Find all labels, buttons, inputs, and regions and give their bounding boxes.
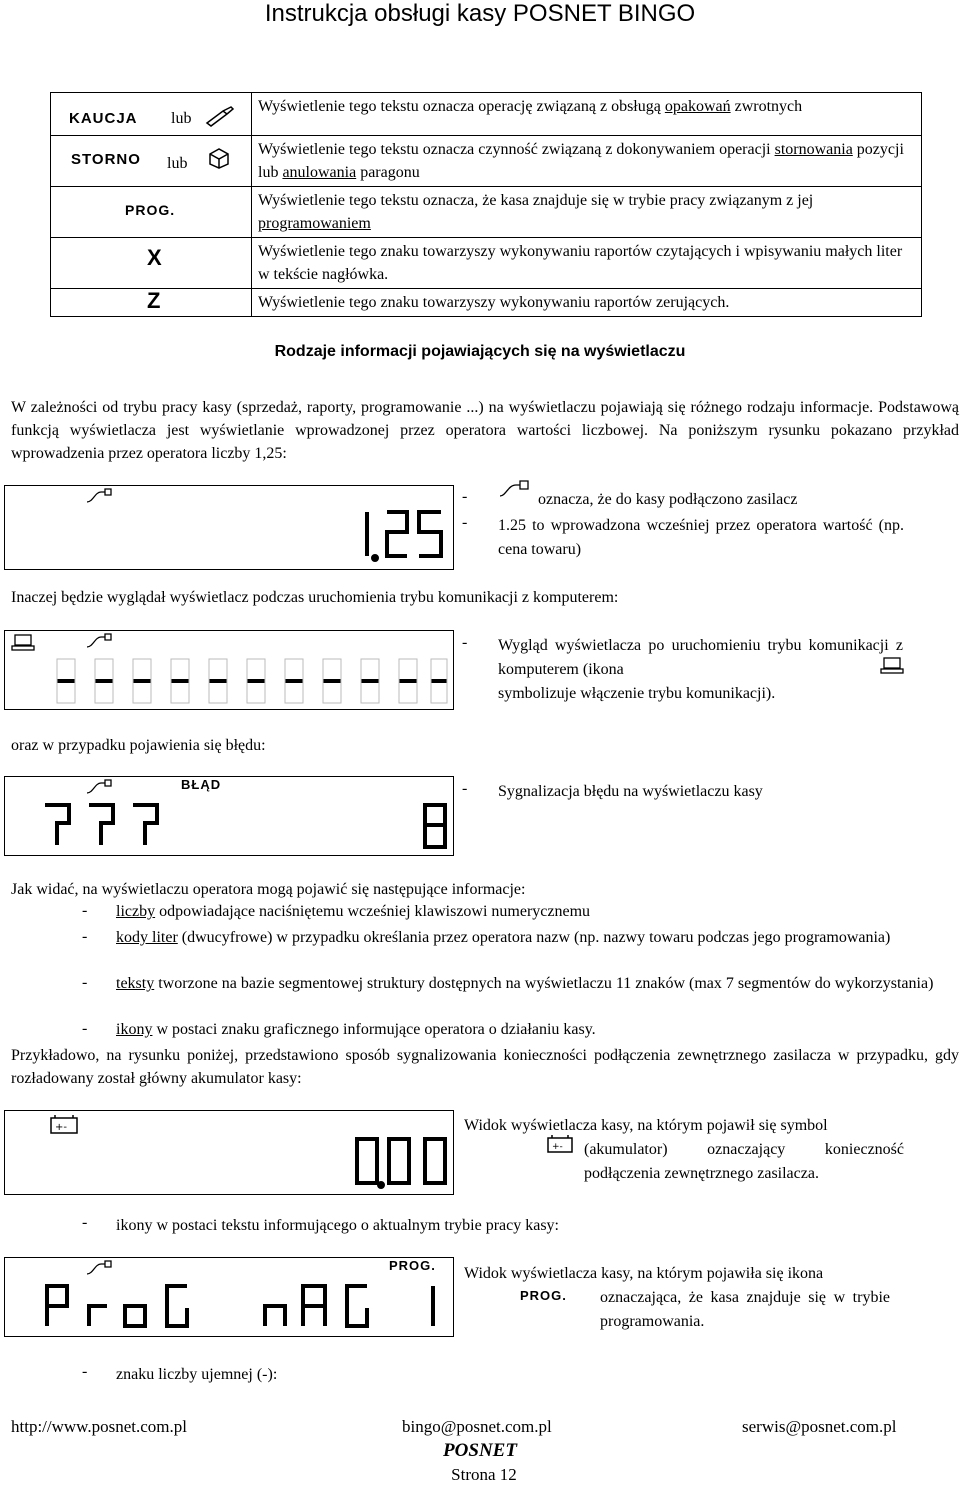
display-programming <box>4 1257 454 1337</box>
display2-note-a: Wygląd wyświetlacza po uruchomieniu trybu komunikacji z komputerem (ikona <box>498 637 903 678</box>
prog-label: PROG. <box>125 202 176 218</box>
svg-text:+-: +- <box>55 1122 67 1133</box>
legend-description: Wyświetlenie tego tekstu oznacza operację związaną z obsługą opakowań zwrotnych <box>252 93 922 136</box>
list-item: ikony w postaci znaku graficznego informujące operatora o działaniu kasy. <box>116 1021 596 1038</box>
digit-eight-display <box>419 797 451 853</box>
table-row <box>51 289 922 317</box>
svg-text:1.25: 1.25 <box>345 504 347 505</box>
table-row <box>51 238 922 289</box>
question-marks-display <box>35 797 175 853</box>
legend-description: Wyświetlenie tego znaku towarzyszy wykonywaniu raportów zerujących. <box>252 289 922 317</box>
legend-description: Wyświetlenie tego znaku towarzyszy wykonywaniu raportów czytających i wpisywaniu małych liter w tekście nagłówka. <box>252 238 922 289</box>
section-title: Rodzaje informacji pojawiających się na wyświetlaczu <box>274 343 686 360</box>
display3-note: Sygnalizacja błędu na wyświetlaczu kasy <box>498 783 763 800</box>
svg-text:8: 8 <box>419 797 420 798</box>
battery-icon <box>49 1113 79 1135</box>
display-example-125 <box>4 485 454 570</box>
bottle-icon <box>203 105 237 127</box>
svg-text:ProG nAG 1: ProG nAG 1 <box>35 1278 41 1279</box>
display-communication-mode <box>4 630 454 710</box>
plug-icon <box>85 488 113 504</box>
digits-display <box>345 504 455 566</box>
prog-indicator: PROG. <box>389 1258 436 1273</box>
dashes-display <box>45 655 450 707</box>
symbol-cell <box>51 136 252 187</box>
display2-note-b: symbolizuje włączenie trybu komunikacji). <box>498 685 776 702</box>
legend-description: Wyświetlenie tego tekstu oznacza, że kasa znajduje się w trybie pracy związanym z jej programowaniem <box>252 187 922 238</box>
error-label: BŁĄD <box>181 777 222 792</box>
paragraph-info-types: Jak widać, na wyświetlaczu operatora mogą pojawić się następujące informacje: <box>11 881 526 898</box>
display4-note-b: (akumulator) oznaczający konieczność podłączenia zewnętrznego zasilacza. <box>584 1141 904 1182</box>
footer-email-serwis[interactable]: serwis@posnet.com.pl <box>742 1417 897 1436</box>
paragraph-battery: Przykładowo, na rysunku poniżej, przedstawiono sposób sygnalizowania konieczności podłączenia zewnętrznego zasilacza w przypadku, gdy rozładowany został główny akumulator kasy: <box>11 1047 959 1087</box>
kaucja-label: KAUCJA <box>69 110 138 127</box>
symbol-legend-table <box>50 92 922 317</box>
table-row <box>51 136 922 187</box>
digits-display <box>349 1133 453 1193</box>
computer-icon <box>880 656 904 674</box>
plug-icon <box>498 480 532 498</box>
battery-icon <box>546 1134 574 1154</box>
table-row <box>51 187 922 238</box>
footer-brand: POSNET <box>443 1440 517 1461</box>
symbol-cell <box>51 289 252 317</box>
list-item-text-icons: ikony w postaci tekstu informującego o aktualnym trybie pracy kasy: <box>116 1217 559 1234</box>
legend-description: Wyświetlenie tego tekstu oznacza czynność związaną z dokonywaniem operacji stornowania pozycji lub anulowania paragonu <box>252 136 922 187</box>
footer-email-bingo[interactable]: bingo@posnet.com.pl <box>402 1417 552 1436</box>
plug-icon <box>85 633 113 649</box>
svg-text:0.00: 0.00 <box>349 1133 351 1134</box>
plug-icon <box>85 779 113 795</box>
page-header-title: Instrukcja obsługi kasy POSNET BINGO <box>264 0 696 27</box>
lub-label: lub <box>167 155 188 172</box>
computer-icon <box>11 633 37 651</box>
paragraph-communication: Inaczej będzie wyglądał wyświetlacz podczas uruchomienia trybu komunikacji z komputerem: <box>11 589 619 606</box>
prog-inline-symbol: PROG. <box>520 1288 567 1303</box>
svg-text:+-: +- <box>552 1142 563 1152</box>
lub-label: lub <box>171 110 192 127</box>
list-item: teksty tworzone na bazie segmentowej struktury dostępnych na wyświetlaczu 11 znaków (max 7 segmentów do wykorzystania) <box>116 975 934 992</box>
display4-note-a: Widok wyświetlacza kasy, na którym pojawił się symbol <box>464 1117 828 1134</box>
svg-text:???: ??? <box>35 797 37 798</box>
storno-box-icon <box>207 146 231 170</box>
display-battery <box>4 1110 454 1195</box>
z-symbol: Z <box>147 288 162 313</box>
display1-note-1: oznacza, że do kasy podłączono zasilacz <box>538 491 798 508</box>
intro-paragraph: W zależności od trybu pracy kasy (sprzedaż, raporty, programowanie ...) na wyświetlaczu pojawiają się różnego rodzaju informacje. Podstawową funkcją wyświetlacza jest wyświetlanie wprowadzonej przez operatora wartości liczbowej. Na poniższym rysunku pokazano przykład wprowadzenia przez operatora liczby 1,25: <box>11 399 959 462</box>
prog-text-display <box>35 1278 451 1334</box>
plug-icon <box>85 1260 113 1276</box>
x-symbol: X <box>147 245 163 270</box>
symbol-cell <box>51 93 252 136</box>
list-item: liczby odpowiadające naciśniętemu wcześniej klawiszowi numerycznemu <box>116 903 591 920</box>
display1-note-2: 1.25 to wprowadzona wcześniej przez operatora wartość (np. cena towaru) <box>498 517 904 558</box>
list-item-negative-sign: znaku liczby ujemnej (-): <box>116 1366 278 1383</box>
page-number: Strona 12 <box>451 1465 517 1484</box>
display5-note-a: Widok wyświetlacza kasy, na którym pojawiła się ikona <box>464 1265 824 1282</box>
display5-note-b: oznaczająca, że kasa znajduje się w trybie programowania. <box>600 1289 890 1330</box>
display-error <box>4 776 454 856</box>
symbol-cell <box>51 187 252 238</box>
footer-url[interactable]: http://www.posnet.com.pl <box>11 1417 187 1436</box>
list-item: kody liter (dwucyfrowe) w przypadku określania przez operatora nazw (np. nazwy towaru podczas jego programowania) <box>116 929 891 946</box>
table-row <box>51 93 922 136</box>
symbol-cell <box>51 238 252 289</box>
storno-label: STORNO <box>71 151 141 168</box>
paragraph-error: oraz w przypadku pojawienia się błędu: <box>11 737 266 754</box>
